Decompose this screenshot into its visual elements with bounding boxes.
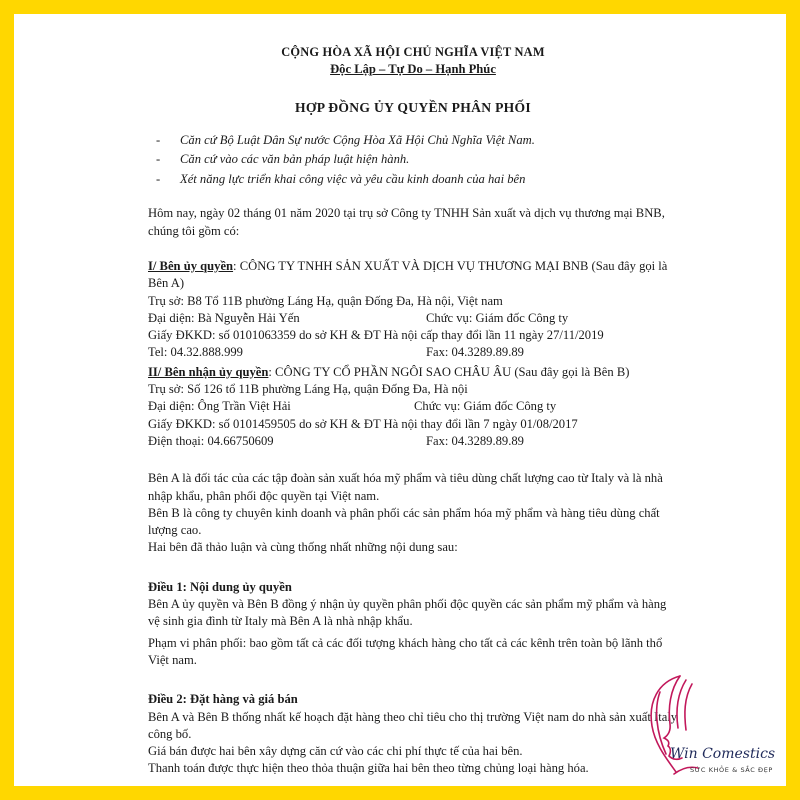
national-motto: Độc Lập – Tự Do – Hạnh Phúc <box>330 62 496 77</box>
paragraph-agreement: Hai bên đã thảo luận và cùng thống nhất những nội dung sau: <box>148 540 458 555</box>
legal-basis-item: - Xét năng lực triển khai công việc và yêu cầu kinh doanh của hai bên <box>156 170 678 190</box>
article-1-scope: Phạm vi phân phối: bao gồm tất cả các đối tượng khách hàng cho tất cả các kênh trên toàn bộ lãnh thổ Việt nam. <box>148 635 663 667</box>
article-1-heading: Điều 1: Nội dung ủy quyền <box>148 579 292 594</box>
party-a-fax: Fax: 04.3289.89.89 <box>426 345 524 360</box>
party-a-position: Chức vụ: Giám đốc Công ty <box>426 310 569 325</box>
party-a-heading <box>148 258 678 293</box>
party-b-rep: Đại diện: Ông Trần Việt Hải <box>148 399 291 414</box>
article-1 <box>148 579 678 669</box>
intro-paragraph: Hôm nay, ngày 02 tháng 01 năm 2020 tại trụ sở Công ty TNHH Sản xuất và dịch vụ thương mại BNB, chúng tôi gồm có: <box>148 206 665 238</box>
party-a-rep-row <box>148 310 678 327</box>
party-a-address: Trụ sở: B8 Tổ 11B phường Láng Hạ, quận Đống Đa, Hà nội, Việt nam <box>148 293 503 308</box>
nation-header: CỘNG HÒA XÃ HỘI CHỦ NGHĨA VIỆT NAM <box>281 45 545 59</box>
brand-logo <box>640 668 786 786</box>
party-b-rep-row <box>148 398 678 415</box>
article-2-pricing: Giá bán được hai bên xây dựng căn cứ vào các chi phí thực tế của hai bên. <box>148 744 523 759</box>
party-a-section <box>148 258 678 362</box>
party-a-rep: Đại diện: Bà Nguyễn Hải Yến <box>148 310 300 325</box>
party-a-label: I/ Bên ủy quyền <box>148 258 234 273</box>
paragraph-party-b: Bên B là công ty chuyên kinh doanh và phân phối các sản phẩm hóa mỹ phẩm và hàng tiêu dùng chất lượng cao. <box>148 505 660 538</box>
party-b-position: Chức vụ: Giám đốc Công ty <box>414 399 557 414</box>
legal-basis-item: - Căn cứ Bộ Luật Dân Sự nước Cộng Hòa Xã Hội Chủ Nghĩa Việt Nam. <box>156 131 678 151</box>
party-b-name: : CÔNG TY CỔ PHẦN NGÔI SAO CHÂU ÂU (Sau đây gọi là Bên B) <box>268 364 630 379</box>
document-page <box>14 14 786 786</box>
legal-basis-item: - Căn cứ vào các văn bản pháp luật hiện hành. <box>156 150 678 170</box>
party-a-name: : CÔNG TY TNHH SẢN XUẤT VÀ DỊCH VỤ THƯƠNG MẠI BNB (Sau đây gọi là Bên A) <box>148 258 668 291</box>
article-2-paragraph: Bên A và Bên B thống nhất kế hoạch đặt hàng theo chỉ tiêu cho thị trường Việt nam do nhà sản xuất Italy công bố. <box>148 709 678 741</box>
party-b-address: Trụ sở: Số 126 tổ 11B phường Láng Hạ, quận Đống Đa, Hà nội <box>148 382 468 397</box>
party-b-label: II/ Bên nhận ủy quyền <box>148 364 269 379</box>
party-a-tel: Tel: 04.32.888.999 <box>148 345 243 360</box>
article-2 <box>148 691 678 777</box>
party-b-section <box>148 364 678 450</box>
article-2-payment: Thanh toán được thực hiện theo thỏa thuận giữa hai bên theo từng chủng loại hàng hóa. <box>148 761 589 776</box>
party-b-fax: Fax: 04.3289.89.89 <box>426 433 524 448</box>
article-1-paragraph: Bên A ủy quyền và Bên B đồng ý nhận ủy quyền phân phối độc quyền các sản phẩm mỹ phẩm và hàng vệ sinh gia đình từ Italy mà Bên A là nhà nhập khẩu. <box>148 597 667 629</box>
party-b-tel: Điện thoại: 04.66750609 <box>148 433 274 448</box>
party-b-heading <box>148 364 678 381</box>
logo-name: Win Comestics <box>670 746 776 762</box>
party-a-license: Giấy ĐKKD: số 0101063359 do sở KH & ĐT Hà nội cấp thay đổi lần 11 ngày 27/11/2019 <box>148 328 604 343</box>
document-title: HỢP ĐỒNG ỦY QUYỀN PHÂN PHỐI <box>294 99 532 115</box>
logo-tagline: SỨC KHỎE & SẮC ĐẸP <box>690 766 773 774</box>
paragraph-party-a: Bên A là đối tác của các tập đoàn sản xuất hóa mỹ phẩm và tiêu dùng chất lượng cao từ Italy và là nhà nhập khẩu, phân phối độc quyền tại Việt nam. <box>148 471 663 503</box>
party-b-license: Giấy ĐKKD: số 0101459505 do sở KH & ĐT Hà nội thay đổi lần 7 ngày 01/08/2017 <box>148 416 578 431</box>
legal-bases-list <box>148 131 678 190</box>
article-2-heading: Điều 2: Đặt hàng và giá bán <box>148 692 298 707</box>
party-a-contact-row <box>148 344 678 361</box>
contract-document <box>148 44 678 778</box>
party-b-contact-row <box>148 433 678 450</box>
